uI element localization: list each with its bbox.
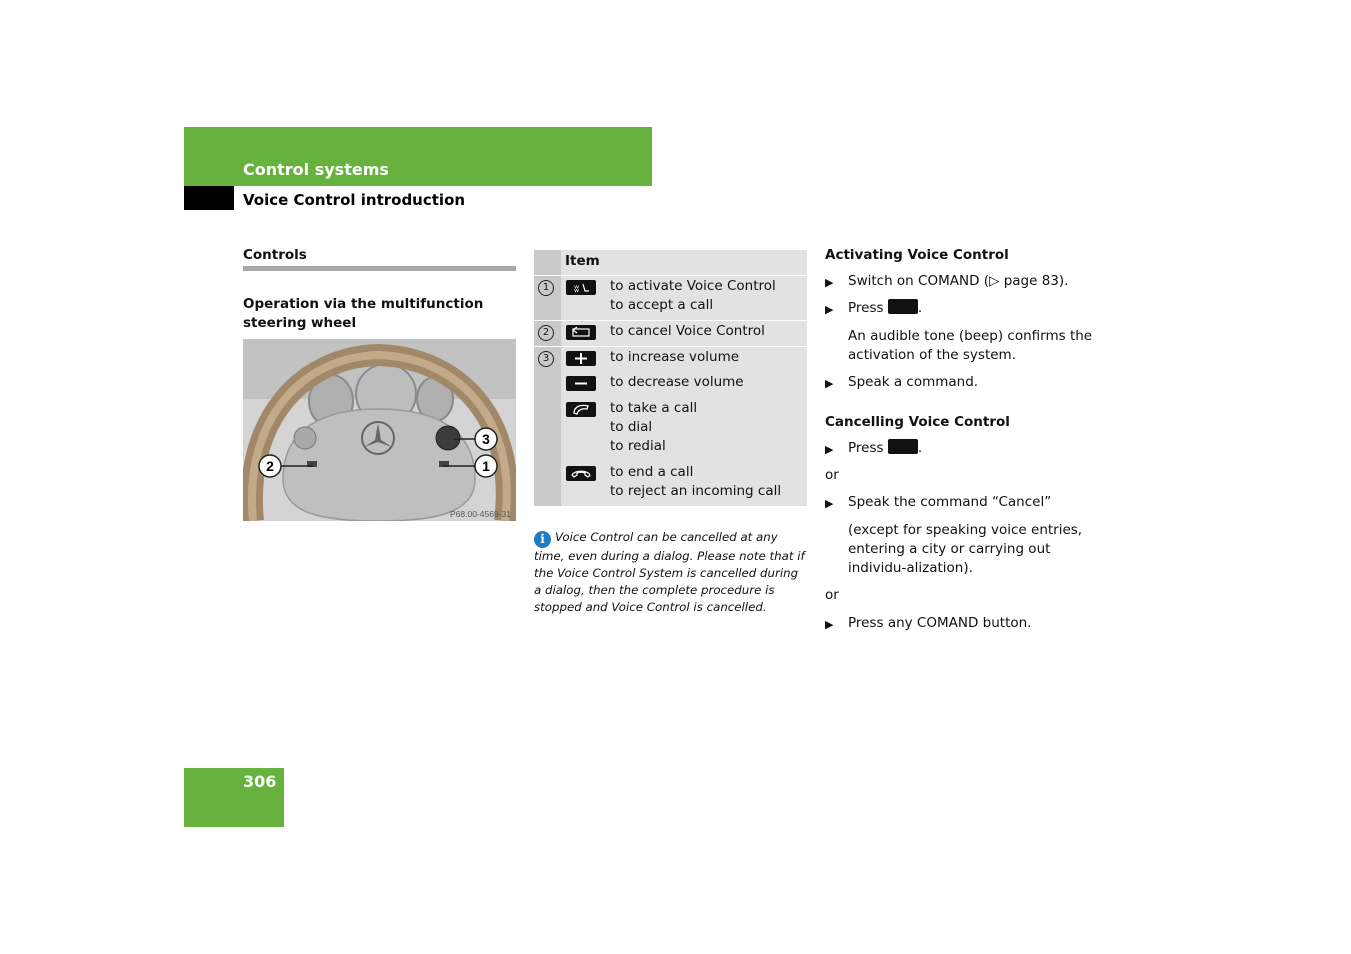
photo-code: P68.00-4569-31: [450, 509, 511, 519]
phone-hangup-key-icon: [566, 466, 596, 481]
info-note: [534, 529, 809, 616]
steering-wheel-illustration: [243, 339, 516, 521]
callout-2: 2: [266, 458, 274, 474]
table-text: to decrease volume: [610, 374, 744, 390]
bullet-arrow-icon: ▶: [825, 303, 834, 316]
controls-table: [534, 250, 807, 506]
cancelling-note: (except for speaking voice entries, entering a city or carrying out individu-alization).: [848, 522, 1083, 576]
cancelling-step-2: Speak the command “Cancel”: [848, 494, 1052, 510]
table-text: to cancel Voice Control: [610, 323, 765, 339]
activating-step-2: Press .: [848, 300, 923, 316]
table-text: to redial: [610, 438, 666, 454]
voice-control-key-icon: [888, 299, 918, 314]
row-number: 1: [538, 280, 554, 296]
plus-key-icon: [566, 351, 596, 366]
cancelling-heading: Cancelling Voice Control: [825, 414, 1010, 430]
table-text: to take a call: [610, 400, 698, 416]
svg-text:ʬ: ʬ: [574, 284, 580, 295]
bullet-arrow-icon: ▶: [825, 276, 834, 289]
table-text: to activate Voice Control: [610, 278, 776, 294]
or-separator: or: [825, 467, 839, 483]
steering-wheel-photo: [243, 339, 516, 521]
activating-step-1: Switch on COMAND (▷ page 83).: [848, 273, 1069, 289]
table-text: to reject an incoming call: [610, 483, 782, 499]
table-text: to dial: [610, 419, 653, 435]
header-tab-marker: [184, 186, 234, 210]
table-text: to accept a call: [610, 297, 714, 313]
table-text: to increase volume: [610, 349, 740, 365]
callout-1: 1: [482, 458, 490, 474]
row-number: 3: [538, 351, 554, 367]
back-key-icon: [888, 439, 918, 454]
info-text: Voice Control can be cancelled at any time, even during a dialog. Please note that if the Voice Control System is cancelled during a dialog, then the complete procedure is stopped and Voice Control is cancelled.: [534, 530, 805, 614]
row-number: 2: [538, 325, 554, 341]
heading-rule: [243, 266, 516, 271]
back-key-icon: [566, 325, 596, 340]
or-separator: or: [825, 587, 839, 603]
activating-note: An audible tone (beep) confirms the activation of the system.: [848, 328, 1093, 363]
controls-heading: Controls: [243, 247, 307, 263]
cancelling-step-3: Press any COMAND button.: [848, 615, 1032, 631]
table-text: to end a call: [610, 464, 694, 480]
bullet-arrow-icon: ▶: [825, 618, 834, 631]
subsection-title: Voice Control introduction: [243, 191, 466, 209]
page-number: 306: [243, 772, 277, 791]
callout-3: 3: [482, 431, 490, 447]
activating-heading: Activating Voice Control: [825, 247, 1009, 263]
bullet-arrow-icon: ▶: [825, 377, 834, 390]
voice-control-key-icon: [566, 280, 596, 295]
table-header-item: Item: [565, 253, 600, 269]
info-icon: i: [534, 531, 551, 548]
activating-step-3: Speak a command.: [848, 374, 979, 390]
minus-key-icon: [566, 376, 596, 391]
operation-subheading: Operation via the multifunction steering wheel: [243, 296, 484, 331]
section-title: Control systems: [243, 160, 389, 179]
bullet-arrow-icon: ▶: [825, 497, 834, 510]
cancelling-step-1: Press .: [848, 440, 923, 456]
bullet-arrow-icon: ▶: [825, 443, 834, 456]
phone-pickup-key-icon: [566, 402, 596, 417]
